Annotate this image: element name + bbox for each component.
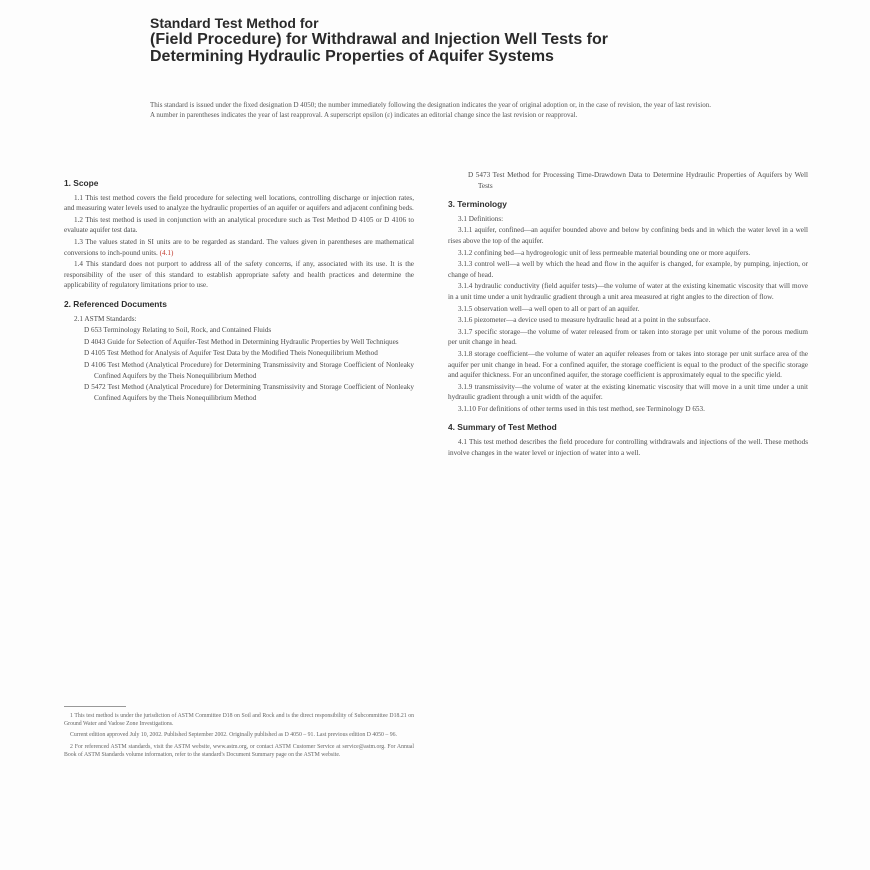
scope-heading: 1. Scope (64, 178, 99, 188)
reference-item: D 653 Terminology Relating to Soil, Rock, and Contained Fluids (84, 326, 272, 335)
footnotes (64, 712, 414, 762)
scope-paragraph (64, 237, 414, 258)
terminology-paragraph: 3.1.10 For definitions of other terms used in this test method, see Terminology D 653. (458, 404, 705, 413)
terminology-paragraph: 3.1.7 specific storage—the volume of water released from or taken into storage per unit volume of the porous medium per unit change in head. (448, 327, 808, 347)
footnote: Current edition approved July 10, 2002. Published September 2002. Originally published as D 4050 – 91. Last previous edition D 4050 – 96. (70, 732, 398, 739)
reference-item: D 4105 Test Method for Analysis of Aquifer Test Data by the Modified Theis Nonequilibrium Method (84, 349, 378, 358)
terminology-paragraph: 3.1 Definitions: (458, 214, 504, 223)
reference-item: D 5472 Test Method (Analytical Procedure) for Determining Transmissivity and Storage Coefficient of Nonleaky Confined Aquifers by the Theis Nonequilibrium Method (84, 383, 414, 402)
scope-paragraph: 1.1 This test method covers the field procedure for selecting well locations, controlling discharge or injection rates, and measuring water levels used to analyze the hydraulic properties of an aquifer or aquifers and adjacent confining beds. (64, 193, 414, 213)
document-title (150, 16, 740, 66)
terminology-heading: 3. Terminology (448, 199, 507, 210)
reference-item: D 4106 Test Method (Analytical Procedure) for Determining Transmissivity and Storage Coefficient of Nonleaky Confined Aquifers by the Theis Nonequilibrium Method (84, 360, 414, 380)
reference-item: D 4043 Guide for Selection of Aquifer-Test Method in Determining Hydraulic Properties by Well Techniques (84, 337, 399, 346)
terminology-paragraph: 3.1.4 hydraulic conductivity (field aquifer tests)—the volume of water at the existing kinematic viscosity that will move in a unit time under a unit hydraulic gradient through a unit area measured at right angles to the direction of flow. (448, 282, 808, 301)
footnote: 2 For referenced ASTM standards, visit the ASTM website, www.astm.org, or contact ASTM Customer Service at service@astm.org. For Annual Book of ASTM Standards volume information, refer to the standard's Document Summary page on the ASTM website. (64, 743, 414, 758)
terminology-paragraph: 3.1.2 confining bed—a hydrogeologic unit of less permeable material bounding one or more aquifers. (458, 248, 751, 257)
title-line-3: Determining Hydraulic Properties of Aquifer Systems (150, 48, 554, 66)
scope-paragraph-text: 1.3 The values stated in SI units are to be regarded as standard. The values given in parentheses are mathematical conversions to inch-pound units. (64, 237, 414, 257)
terminology-paragraph: 3.1.5 observation well—a well open to all or part of an aquifer. (458, 304, 640, 313)
summary-heading: 4. Summary of Test Method (448, 422, 557, 433)
terminology-paragraph: 3.1.1 aquifer, confined—an aquifer bounded above and below by confining beds and in which the water level in a well rises above the top of the aquifer. (448, 226, 808, 245)
footnote: 1 This test method is under the jurisdiction of ASTM Committee D18 on Soil and Rock and is the direct responsibility of Subcommittee D18.21 on Ground Water and Vadose Zone Investigations. (64, 713, 414, 728)
scope-paragraph: 1.2 This test method is used in conjunction with an analytical procedure such as Test Method D 4105 or D 4106 to evaluate aquifer test data. (64, 215, 414, 235)
left-column (64, 170, 414, 404)
scope-paragraph: 1.4 This standard does not purport to address all of the safety concerns, if any, associated with its use. It is the responsibility of the user of this standard to establish appropriate safety and health practices and determine the applicability of regulatory limitations prior to use. (64, 260, 414, 290)
reference-item: 2.1 ASTM Standards: (74, 314, 137, 323)
terminology-paragraph: 3.1.6 piezometer—a device used to measure hydraulic head at a point in the subsurface. (458, 316, 711, 325)
footnote-divider (64, 706, 126, 707)
title-line-2: (Field Procedure) for Withdrawal and Injection Well Tests for (150, 31, 608, 49)
summary-paragraph: 4.1 This test method describes the field procedure for controlling withdrawals and injections of the well. These methods involve changes in the water level or injection of water into a well. (448, 438, 808, 457)
terminology-paragraph: 3.1.9 transmissivity—the volume of water at the existing kinematic viscosity that will move in a unit time under a unit hydraulic gradient through a unit width of the aquifer. (448, 382, 808, 402)
reference-item: D 5473 Test Method for Processing Time-Drawdown Data to Determine Hydraulic Properties of Aquifers by Well Tests (468, 171, 808, 190)
scope-link[interactable]: (4.1) (159, 248, 174, 257)
terminology-paragraph: 3.1.3 control well—a well by which the head and flow in the aquifer is changed, for example, by pumping, injection, or change of head. (448, 260, 808, 279)
document-abstract: This standard is issued under the fixed designation D 4050; the number immediately following the designation indicates the year of original adoption or, in the case of revision, the year of last revision. A number in parentheses indicates the year of last reapproval. A superscript epsilon (ε) indicates an editorial change since the last revision or reapproval. (150, 101, 711, 119)
title-line-1: Standard Test Method for (150, 15, 319, 31)
referenced-documents-heading: 2. Referenced Documents (64, 298, 167, 309)
right-column (448, 170, 808, 459)
terminology-paragraph: 3.1.8 storage coefficient—the volume of water an aquifer releases from or takes into storage per unit surface area of the aquifer per unit change in head. For a confined aquifer, the storage coefficient is equal to the product of the specific storage and aquifer thickness. For an unconfined aquifer, the storage coefficient is approximately equal to the specific yield. (448, 349, 808, 380)
